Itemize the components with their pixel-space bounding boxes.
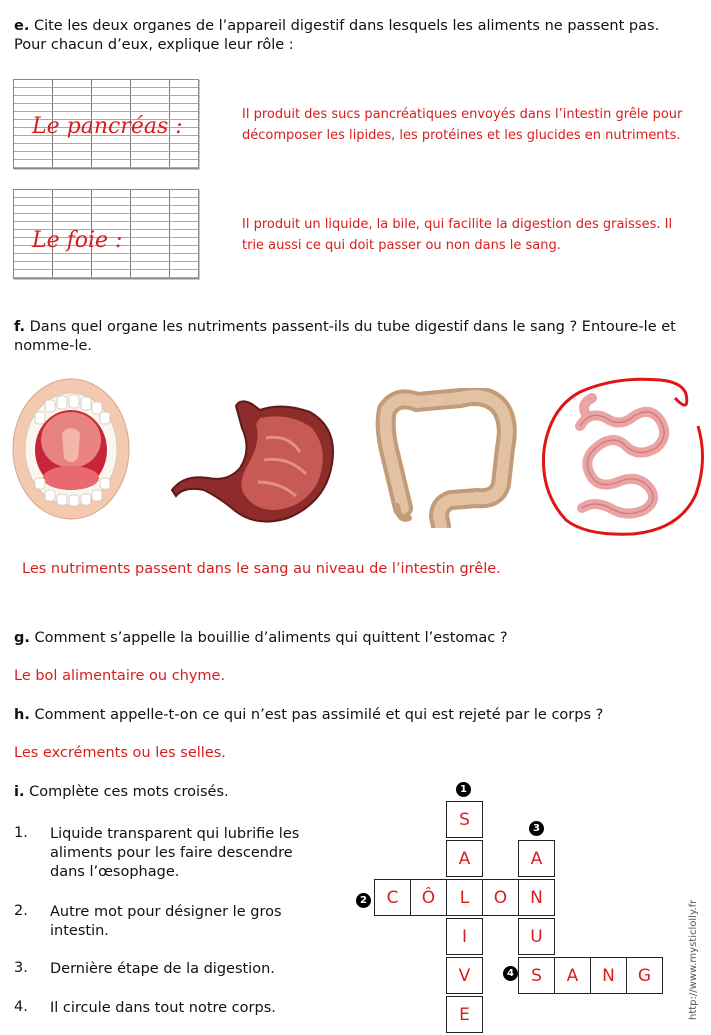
crossword-marker: 4 [503, 966, 518, 981]
small-intestine-illustration[interactable] [540, 374, 708, 538]
crossword-marker: 1 [456, 782, 471, 797]
crossword-marker: 2 [356, 893, 371, 908]
crossword-cell[interactable]: A [446, 840, 483, 877]
crossword-cell[interactable]: O [482, 879, 519, 916]
question-g: g. Comment s’appelle la bouillie d’aliments qui quittent l’estomac ? [14, 630, 508, 646]
stomach-illustration [170, 398, 345, 528]
crossword-cell[interactable]: N [590, 957, 627, 994]
question-h: h. Comment appelle-t-on ce qui n’est pas assimilé et qui est rejeté par le corps ? [14, 707, 604, 723]
answer-pancreas: Il produit des sucs pancréatiques envoyés dans l’intestin grêle pour décomposer les lipides, les protéines et les glucides en nutriments. [242, 107, 683, 143]
answer-h: Les excréments ou les selles. [14, 745, 226, 761]
question-f: f. Dans quel organe les nutriments passent-ils du tube digestif dans le sang ? Entoure-le et nomme-le. [14, 319, 676, 354]
crossword-cell[interactable]: G [626, 957, 663, 994]
clue-number: 4. [14, 999, 28, 1015]
clue-number: 1. [14, 825, 28, 841]
crossword-cell[interactable]: V [446, 957, 483, 994]
clue-text: Il circule dans tout notre corps. [50, 1000, 276, 1016]
crossword-marker: 3 [529, 821, 544, 836]
notebook-label-pancreas: Le pancréas : [13, 79, 199, 169]
crossword-cell[interactable]: S [518, 957, 555, 994]
credit-text: http://www.mysticlolly.fr [688, 899, 699, 1020]
clue-text: Liquide transparent qui lubrifie les aliments pour les faire descendre dans l’œsophage. [50, 826, 300, 880]
crossword-cell[interactable]: L [446, 879, 483, 916]
clue-text: Dernière étape de la digestion. [50, 961, 275, 977]
mouth-illustration [12, 378, 130, 520]
clue-text: Autre mot pour désigner le gros intestin. [50, 904, 282, 939]
answer-f: Les nutriments passent dans le sang au niveau de l’intestin grêle. [22, 561, 501, 577]
crossword-cell[interactable]: N [518, 879, 555, 916]
question-letter: e. [14, 18, 30, 34]
answer-g: Le bol alimentaire ou chyme. [14, 668, 226, 684]
crossword-cell[interactable]: I [446, 918, 483, 955]
question-i: i. Complète ces mots croisés. [14, 784, 229, 800]
clue-number: 2. [14, 903, 28, 919]
notebook-label-foie: Le foie : [13, 189, 199, 279]
crossword-cell[interactable]: C [374, 879, 411, 916]
crossword-cell[interactable]: E [446, 996, 483, 1033]
crossword-cell[interactable]: U [518, 918, 555, 955]
crossword-cell[interactable]: A [518, 840, 555, 877]
crossword-cell[interactable]: S [446, 801, 483, 838]
clue-number: 3. [14, 960, 28, 976]
answer-foie: Il produit un liquide, la bile, qui facilite la digestion des graisses. Il trie aussi ce qui doit passer ou non dans le sang. [242, 217, 673, 253]
large-intestine-illustration [373, 388, 519, 528]
crossword-cell[interactable]: A [554, 957, 591, 994]
question-e: e. Cite les deux organes de l’appareil digestif dans lesquels les aliments ne passent pas. Pour chacun d’eux, explique leur rôle : [14, 18, 660, 53]
crossword-cell[interactable]: Ô [410, 879, 447, 916]
